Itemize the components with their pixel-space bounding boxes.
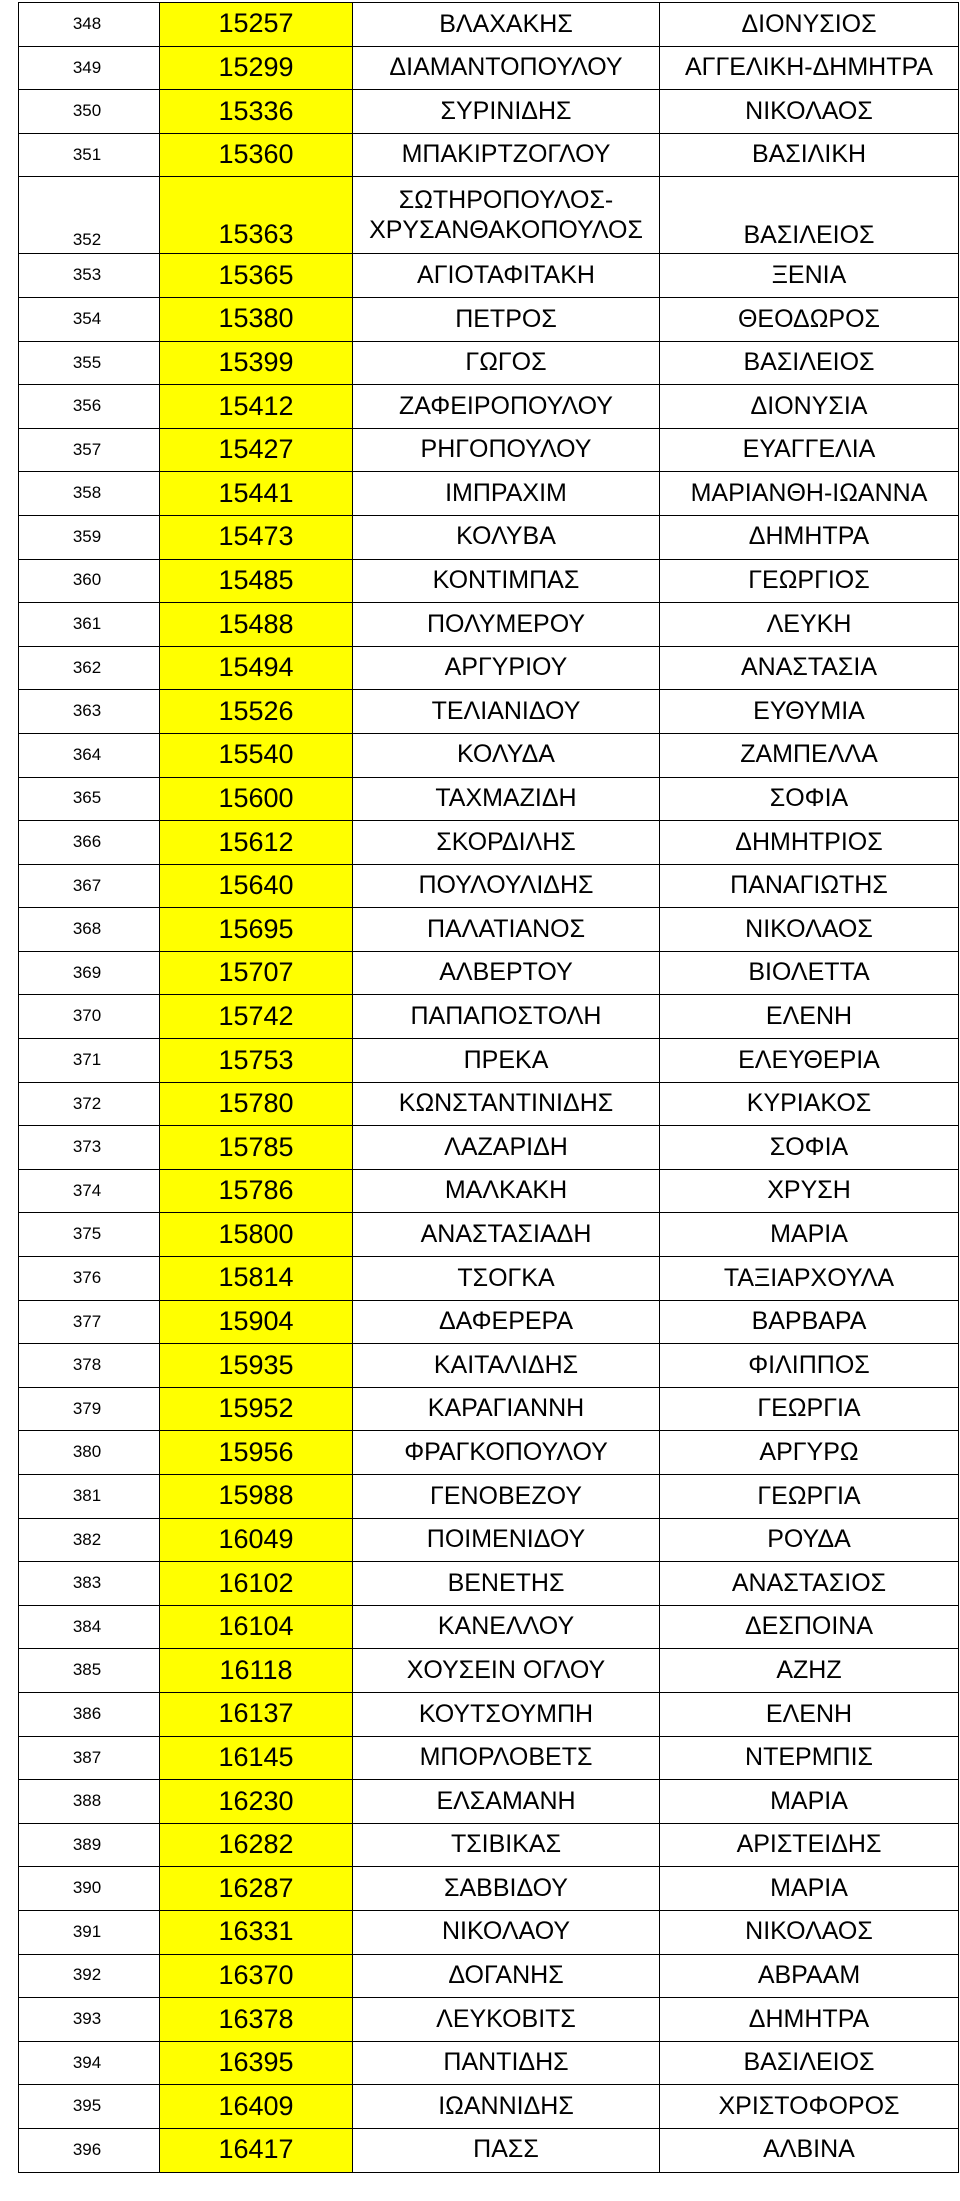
table-row xyxy=(19,646,959,690)
surname-cell: ΠΕΤΡΟΣ xyxy=(353,297,660,341)
first-name-cell: ΓΕΩΡΓΙΑ xyxy=(660,1387,959,1431)
row-number-cell: 383 xyxy=(19,1562,160,1606)
surname-cell: ΚΩΝΣΤΑΝΤΙΝΙΔΗΣ xyxy=(353,1082,660,1126)
table-row xyxy=(19,1169,959,1213)
code-cell: 15956 xyxy=(160,1431,353,1475)
first-name-cell: ΝΤΕΡΜΠΙΣ xyxy=(660,1736,959,1780)
surname-cell: ΙΩΑΝΝΙΔΗΣ xyxy=(353,2085,660,2129)
row-number-cell: 376 xyxy=(19,1257,160,1301)
table-row xyxy=(19,1387,959,1431)
code-cell: 15600 xyxy=(160,777,353,821)
row-number-cell: 375 xyxy=(19,1213,160,1257)
surname-cell: ΣΚΟΡΔΙΛΗΣ xyxy=(353,821,660,865)
row-number-cell: 364 xyxy=(19,733,160,777)
surname-cell: ΧΟΥΣΕΙΝ ΟΓΛΟΥ xyxy=(353,1649,660,1693)
code-cell: 16049 xyxy=(160,1518,353,1562)
code-cell: 15904 xyxy=(160,1300,353,1344)
row-number-cell: 348 xyxy=(19,3,160,47)
code-cell: 16118 xyxy=(160,1649,353,1693)
first-name-cell: ΔΙΟΝΥΣΙΑ xyxy=(660,385,959,429)
table-row xyxy=(19,690,959,734)
surname-cell: ΤΣΙΒΙΚΑΣ xyxy=(353,1823,660,1867)
surname-cell: ΤΣΟΓΚΑ xyxy=(353,1257,660,1301)
code-cell: 15742 xyxy=(160,995,353,1039)
first-name-cell: ΚΥΡΙΑΚΟΣ xyxy=(660,1082,959,1126)
first-name-cell: ΔΕΣΠΟΙΝΑ xyxy=(660,1605,959,1649)
first-name-cell: ΧΡΥΣΗ xyxy=(660,1169,959,1213)
table-row xyxy=(19,472,959,516)
first-name-cell: ΘΕΟΔΩΡΟΣ xyxy=(660,297,959,341)
surname-cell: ΜΑΛΚΑΚΗ xyxy=(353,1169,660,1213)
row-number-cell: 396 xyxy=(19,2128,160,2172)
code-cell: 15780 xyxy=(160,1082,353,1126)
code-cell: 16230 xyxy=(160,1780,353,1824)
row-number-cell: 367 xyxy=(19,864,160,908)
first-name-cell: ΕΥΘΥΜΙΑ xyxy=(660,690,959,734)
surname-cell: ΔΟΓΑΝΗΣ xyxy=(353,1954,660,1998)
code-cell: 15952 xyxy=(160,1387,353,1431)
code-cell: 15935 xyxy=(160,1344,353,1388)
surname-cell: ΙΜΠΡΑΧΙΜ xyxy=(353,472,660,516)
first-name-cell: ΑΡΙΣΤΕΙΔΗΣ xyxy=(660,1823,959,1867)
surname-cell: ΓΩΓΟΣ xyxy=(353,341,660,385)
first-name-cell: ΔΗΜΗΤΡΑ xyxy=(660,1998,959,2042)
row-number-cell: 385 xyxy=(19,1649,160,1693)
first-name-cell: ΤΑΞΙΑΡΧΟΥΛΑ xyxy=(660,1257,959,1301)
row-number-cell: 386 xyxy=(19,1692,160,1736)
first-name-cell: ΒΑΣΙΛΙΚΗ xyxy=(660,133,959,177)
row-number-cell: 387 xyxy=(19,1736,160,1780)
first-name-cell: ΑΡΓΥΡΩ xyxy=(660,1431,959,1475)
row-number-cell: 388 xyxy=(19,1780,160,1824)
row-number-cell: 382 xyxy=(19,1518,160,1562)
code-cell: 15488 xyxy=(160,603,353,647)
table-row xyxy=(19,1736,959,1780)
table-row xyxy=(19,603,959,647)
code-cell: 15526 xyxy=(160,690,353,734)
first-name-cell: ΣΟΦΙΑ xyxy=(660,1126,959,1170)
row-number-cell: 366 xyxy=(19,821,160,865)
table-row xyxy=(19,777,959,821)
row-number-cell: 379 xyxy=(19,1387,160,1431)
surname-cell: ΜΠΟΡΛΟΒΕΤΣ xyxy=(353,1736,660,1780)
first-name-cell: ΔΙΟΝΥΣΙΟΣ xyxy=(660,3,959,47)
row-number-cell: 380 xyxy=(19,1431,160,1475)
table-row xyxy=(19,1431,959,1475)
table-row xyxy=(19,177,959,254)
surname-cell: ΒΛΑΧΑΚΗΣ xyxy=(353,3,660,47)
row-number-cell: 392 xyxy=(19,1954,160,1998)
code-cell: 16331 xyxy=(160,1910,353,1954)
code-cell: 15363 xyxy=(160,177,353,254)
table-row xyxy=(19,559,959,603)
surname-cell: ΖΑΦΕΙΡΟΠΟΥΛΟΥ xyxy=(353,385,660,429)
table-row xyxy=(19,297,959,341)
code-cell: 15800 xyxy=(160,1213,353,1257)
row-number-cell: 350 xyxy=(19,90,160,134)
code-cell: 15299 xyxy=(160,46,353,90)
code-cell: 15412 xyxy=(160,385,353,429)
row-number-cell: 351 xyxy=(19,133,160,177)
row-number-cell: 390 xyxy=(19,1867,160,1911)
surname-cell: ΠΑΠΑΠΟΣΤΟΛΗ xyxy=(353,995,660,1039)
surname-cell: ΦΡΑΓΚΟΠΟΥΛΟΥ xyxy=(353,1431,660,1475)
surname-cell: ΚΟΛΥΒΑ xyxy=(353,515,660,559)
first-name-cell: ΖΑΜΠΕΛΛΑ xyxy=(660,733,959,777)
surname-cell: ΤΕΛΙΑΝΙΔΟΥ xyxy=(353,690,660,734)
table-row xyxy=(19,1257,959,1301)
table-row xyxy=(19,46,959,90)
row-number-cell: 360 xyxy=(19,559,160,603)
code-cell: 15257 xyxy=(160,3,353,47)
code-cell: 15785 xyxy=(160,1126,353,1170)
surname-cell: ΚΟΥΤΣΟΥΜΠΗ xyxy=(353,1692,660,1736)
surname-cell: ΣΑΒΒΙΔΟΥ xyxy=(353,1867,660,1911)
code-cell: 16282 xyxy=(160,1823,353,1867)
surname-cell: ΛΑΖΑΡΙΔΗ xyxy=(353,1126,660,1170)
table-row xyxy=(19,1780,959,1824)
row-number-cell: 395 xyxy=(19,2085,160,2129)
surname-cell: ΚΟΝΤΙΜΠΑΣ xyxy=(353,559,660,603)
first-name-cell: ΞΕΝΙΑ xyxy=(660,254,959,298)
first-name-cell: ΕΛΕΥΘΕΡΙΑ xyxy=(660,1039,959,1083)
row-number-cell: 357 xyxy=(19,428,160,472)
surname-cell: ΠΟΙΜΕΝΙΔΟΥ xyxy=(353,1518,660,1562)
row-number-cell: 381 xyxy=(19,1475,160,1519)
first-name-cell: ΒΙΟΛΕΤΤΑ xyxy=(660,951,959,995)
first-name-cell: ΛΕΥΚΗ xyxy=(660,603,959,647)
row-number-cell: 352 xyxy=(19,177,160,254)
table-row xyxy=(19,1300,959,1344)
table-row xyxy=(19,515,959,559)
surname-cell: ΚΑΙΤΑΛΙΔΗΣ xyxy=(353,1344,660,1388)
row-number-cell: 389 xyxy=(19,1823,160,1867)
results-table xyxy=(18,2,959,2173)
table-row xyxy=(19,1518,959,1562)
surname-cell: ΠΟΛΥΜΕΡΟΥ xyxy=(353,603,660,647)
first-name-cell: ΒΑΣΙΛΕΙΟΣ xyxy=(660,177,959,254)
surname-cell: ΒΕΝΕΤΗΣ xyxy=(353,1562,660,1606)
first-name-cell: ΜΑΡΙΑΝΘΗ-ΙΩΑΝΝΑ xyxy=(660,472,959,516)
table-row xyxy=(19,3,959,47)
first-name-cell: ΑΖΗΖ xyxy=(660,1649,959,1693)
first-name-cell: ΑΝΑΣΤΑΣΙΑ xyxy=(660,646,959,690)
row-number-cell: 361 xyxy=(19,603,160,647)
surname-cell: ΡΗΓΟΠΟΥΛΟΥ xyxy=(353,428,660,472)
code-cell: 15540 xyxy=(160,733,353,777)
surname-cell: ΔΑΦΕΡΕΡΑ xyxy=(353,1300,660,1344)
row-number-cell: 355 xyxy=(19,341,160,385)
row-number-cell: 368 xyxy=(19,908,160,952)
table-row xyxy=(19,1213,959,1257)
row-number-cell: 362 xyxy=(19,646,160,690)
row-number-cell: 371 xyxy=(19,1039,160,1083)
code-cell: 16137 xyxy=(160,1692,353,1736)
surname-cell: ΑΓΙΟΤΑΦΙΤΑΚΗ xyxy=(353,254,660,298)
table-row xyxy=(19,951,959,995)
surname-cell: ΠΟΥΛΟΥΛΙΔΗΣ xyxy=(353,864,660,908)
surname-cell: ΓΕΝΟΒΕΖΟΥ xyxy=(353,1475,660,1519)
row-number-cell: 353 xyxy=(19,254,160,298)
code-cell: 15753 xyxy=(160,1039,353,1083)
surname-cell: ΝΙΚΟΛΑΟΥ xyxy=(353,1910,660,1954)
row-number-cell: 391 xyxy=(19,1910,160,1954)
table-row xyxy=(19,1867,959,1911)
table-row xyxy=(19,90,959,134)
table-row xyxy=(19,1475,959,1519)
first-name-cell: ΝΙΚΟΛΑΟΣ xyxy=(660,908,959,952)
table-row xyxy=(19,1039,959,1083)
first-name-cell: ΔΗΜΗΤΡΙΟΣ xyxy=(660,821,959,865)
surname-cell: ΜΠΑΚΙΡΤΖΟΓΛΟΥ xyxy=(353,133,660,177)
table-row xyxy=(19,133,959,177)
code-cell: 15786 xyxy=(160,1169,353,1213)
code-cell: 15427 xyxy=(160,428,353,472)
code-cell: 15380 xyxy=(160,297,353,341)
row-number-cell: 363 xyxy=(19,690,160,734)
first-name-cell: ΕΛΕΝΗ xyxy=(660,995,959,1039)
code-cell: 16287 xyxy=(160,1867,353,1911)
row-number-cell: 393 xyxy=(19,1998,160,2042)
table-row xyxy=(19,341,959,385)
surname-cell: ΠΑΣΣ xyxy=(353,2128,660,2172)
table-row xyxy=(19,864,959,908)
row-number-cell: 378 xyxy=(19,1344,160,1388)
table-row xyxy=(19,1344,959,1388)
first-name-cell: ΑΓΓΕΛΙΚΗ-ΔΗΜΗΤΡΑ xyxy=(660,46,959,90)
row-number-cell: 356 xyxy=(19,385,160,429)
table-row xyxy=(19,254,959,298)
code-cell: 16145 xyxy=(160,1736,353,1780)
first-name-cell: ΕΛΕΝΗ xyxy=(660,1692,959,1736)
code-cell: 15707 xyxy=(160,951,353,995)
code-cell: 15365 xyxy=(160,254,353,298)
code-cell: 15441 xyxy=(160,472,353,516)
row-number-cell: 369 xyxy=(19,951,160,995)
row-number-cell: 354 xyxy=(19,297,160,341)
code-cell: 16417 xyxy=(160,2128,353,2172)
row-number-cell: 374 xyxy=(19,1169,160,1213)
table-row xyxy=(19,1910,959,1954)
first-name-cell: ΦΙΛΙΠΠΟΣ xyxy=(660,1344,959,1388)
first-name-cell: ΣΟΦΙΑ xyxy=(660,777,959,821)
code-cell: 15485 xyxy=(160,559,353,603)
code-cell: 15612 xyxy=(160,821,353,865)
first-name-cell: ΒΑΣΙΛΕΙΟΣ xyxy=(660,2041,959,2085)
row-number-cell: 358 xyxy=(19,472,160,516)
table-row xyxy=(19,1562,959,1606)
code-cell: 16378 xyxy=(160,1998,353,2042)
code-cell: 15473 xyxy=(160,515,353,559)
first-name-cell: ΑΝΑΣΤΑΣΙΟΣ xyxy=(660,1562,959,1606)
first-name-cell: ΑΛΒΙΝΑ xyxy=(660,2128,959,2172)
code-cell: 16102 xyxy=(160,1562,353,1606)
first-name-cell: ΜΑΡΙΑ xyxy=(660,1780,959,1824)
surname-cell: ΚΑΡΑΓΙΑΝΝΗ xyxy=(353,1387,660,1431)
table-row xyxy=(19,1954,959,1998)
surname-cell: ΠΑΛΑΤΙΑΝΟΣ xyxy=(353,908,660,952)
table-row xyxy=(19,733,959,777)
table-row xyxy=(19,1126,959,1170)
table-row xyxy=(19,1605,959,1649)
first-name-cell: ΝΙΚΟΛΑΟΣ xyxy=(660,90,959,134)
code-cell: 15814 xyxy=(160,1257,353,1301)
surname-cell: ΣΩΤΗΡΟΠΟΥΛΟΣ-ΧΡΥΣΑΝΘΑΚΟΠΟΥΛΟΣ xyxy=(353,177,660,254)
surname-cell: ΑΡΓΥΡΙΟΥ xyxy=(353,646,660,690)
table-row xyxy=(19,1692,959,1736)
surname-cell: ΠΡΕΚΑ xyxy=(353,1039,660,1083)
code-cell: 15494 xyxy=(160,646,353,690)
first-name-cell: ΓΕΩΡΓΙΑ xyxy=(660,1475,959,1519)
first-name-cell: ΑΒΡΑΑΜ xyxy=(660,1954,959,1998)
code-cell: 15360 xyxy=(160,133,353,177)
table-row xyxy=(19,908,959,952)
code-cell: 15695 xyxy=(160,908,353,952)
surname-cell: ΚΑΝΕΛΛΟΥ xyxy=(353,1605,660,1649)
first-name-cell: ΜΑΡΙΑ xyxy=(660,1867,959,1911)
row-number-cell: 372 xyxy=(19,1082,160,1126)
first-name-cell: ΕΥΑΓΓΕΛΙΑ xyxy=(660,428,959,472)
row-number-cell: 373 xyxy=(19,1126,160,1170)
first-name-cell: ΧΡΙΣΤΟΦΟΡΟΣ xyxy=(660,2085,959,2129)
table-row xyxy=(19,2128,959,2172)
table-row xyxy=(19,1998,959,2042)
table-row xyxy=(19,821,959,865)
surname-cell: ΚΟΛΥΔΑ xyxy=(353,733,660,777)
table-row xyxy=(19,428,959,472)
surname-cell: ΔΙΑΜΑΝΤΟΠΟΥΛΟΥ xyxy=(353,46,660,90)
table-row xyxy=(19,2041,959,2085)
surname-cell: ΑΝΑΣΤΑΣΙΑΔΗ xyxy=(353,1213,660,1257)
table-row xyxy=(19,1082,959,1126)
code-cell: 15988 xyxy=(160,1475,353,1519)
row-number-cell: 384 xyxy=(19,1605,160,1649)
results-table-body xyxy=(19,3,959,2173)
row-number-cell: 359 xyxy=(19,515,160,559)
surname-cell: ΕΛΣΑΜΑΝΗ xyxy=(353,1780,660,1824)
row-number-cell: 349 xyxy=(19,46,160,90)
first-name-cell: ΓΕΩΡΓΙΟΣ xyxy=(660,559,959,603)
code-cell: 15399 xyxy=(160,341,353,385)
surname-cell: ΤΑΧΜΑΖΙΔΗ xyxy=(353,777,660,821)
code-cell: 16370 xyxy=(160,1954,353,1998)
surname-cell: ΣΥΡΙΝΙΔΗΣ xyxy=(353,90,660,134)
table-row xyxy=(19,995,959,1039)
row-number-cell: 377 xyxy=(19,1300,160,1344)
first-name-cell: ΝΙΚΟΛΑΟΣ xyxy=(660,1910,959,1954)
code-cell: 16409 xyxy=(160,2085,353,2129)
first-name-cell: ΜΑΡΙΑ xyxy=(660,1213,959,1257)
row-number-cell: 394 xyxy=(19,2041,160,2085)
code-cell: 16395 xyxy=(160,2041,353,2085)
surname-cell: ΛΕΥΚΟΒΙΤΣ xyxy=(353,1998,660,2042)
table-row xyxy=(19,385,959,429)
code-cell: 16104 xyxy=(160,1605,353,1649)
table-row xyxy=(19,1649,959,1693)
first-name-cell: ΡΟΥΔΑ xyxy=(660,1518,959,1562)
row-number-cell: 365 xyxy=(19,777,160,821)
row-number-cell: 370 xyxy=(19,995,160,1039)
code-cell: 15640 xyxy=(160,864,353,908)
first-name-cell: ΠΑΝΑΓΙΩΤΗΣ xyxy=(660,864,959,908)
code-cell: 15336 xyxy=(160,90,353,134)
surname-cell: ΠΑΝΤΙΔΗΣ xyxy=(353,2041,660,2085)
table-row xyxy=(19,2085,959,2129)
first-name-cell: ΒΑΡΒΑΡΑ xyxy=(660,1300,959,1344)
first-name-cell: ΒΑΣΙΛΕΙΟΣ xyxy=(660,341,959,385)
table-row xyxy=(19,1823,959,1867)
surname-cell: ΑΛΒΕΡΤΟΥ xyxy=(353,951,660,995)
first-name-cell: ΔΗΜΗΤΡΑ xyxy=(660,515,959,559)
